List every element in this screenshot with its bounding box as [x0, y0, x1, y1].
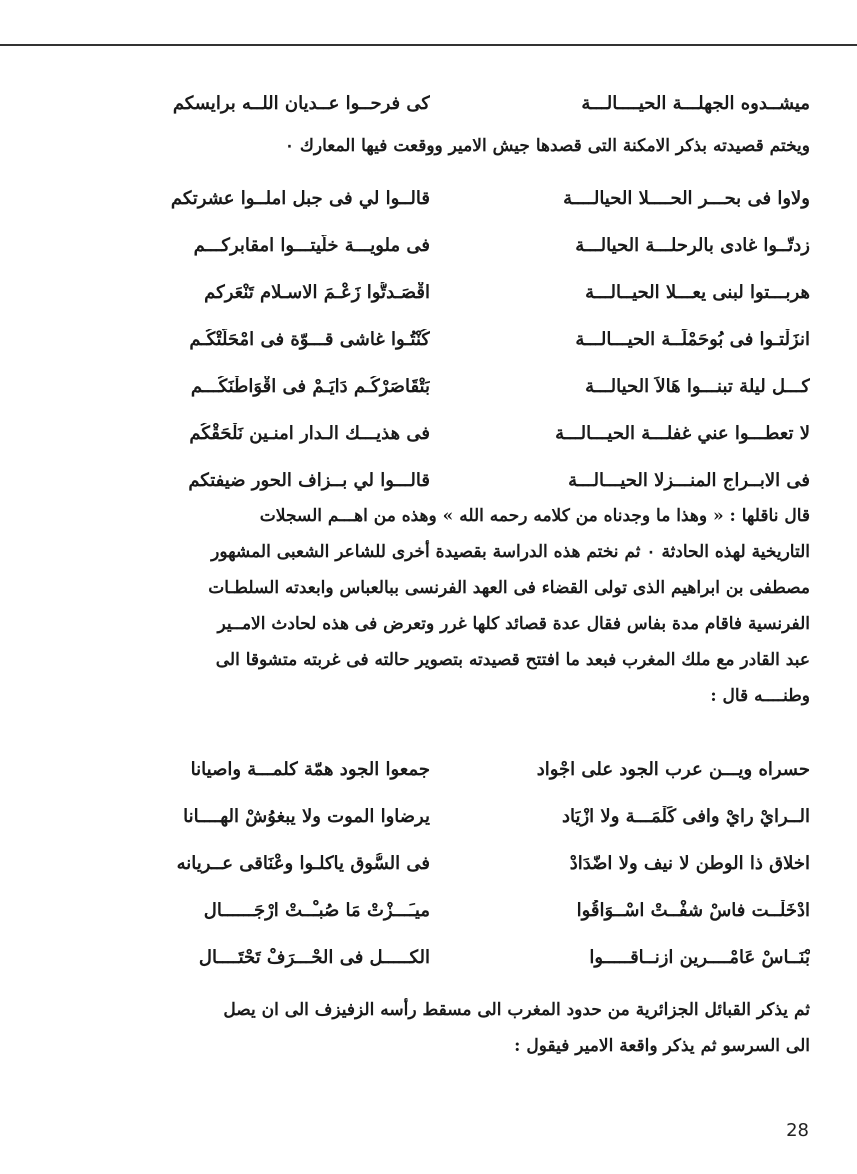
- verse-block-exile: [90, 746, 810, 981]
- paragraph-line: التاريخية لهذه الحادثة ٠ ثم نختم هذه الدراسة بقصيدة أخرى للشاعر الشعبى المشهور: [211, 542, 810, 562]
- paragraph-intro-poet: [90, 498, 810, 714]
- page-number: 28: [786, 1120, 809, 1141]
- verse-second-hemistich: ميـَـــزْتْ مَا صُبـْــتْ ارْجَــــــال: [203, 900, 430, 921]
- verse-row: [90, 840, 810, 887]
- verse-first-hemistich: فى الابــراج المنـــزلا الحيـــالـــة: [568, 470, 810, 491]
- verse-second-hemistich: بَتْقَاصَرْكُـم دَايَـمْ فى اقْوَاطْنَكُـــم: [190, 376, 430, 397]
- verse-second-hemistich: قالـــوا لي بــزاف الحور ضيفتكم: [188, 470, 430, 491]
- verse-second-hemistich: كى فرحــوا عــديان اللــه برايسكم: [172, 93, 430, 114]
- verse-first-hemistich: هربـــتوا لبنى يعـــلا الحيــالـــة: [585, 282, 810, 303]
- verse-row: [90, 363, 810, 410]
- verse-row: [90, 222, 810, 269]
- verse-first-hemistich: ميشــدوه الجهلـــة الحيــــالـــة: [581, 93, 810, 114]
- verse-first-hemistich: اخلاق ذا الوطن لا نيف ولا اضّدَادْ: [569, 853, 810, 874]
- verse-first-hemistich: بْنَــاسْ عَامْــــرين ازنــاقـــــوا: [589, 947, 810, 968]
- verse-row: [90, 175, 810, 222]
- verse-second-hemistich: الكـــــل فى الحْـــرَفْ تَحْتَــــال: [198, 947, 430, 968]
- verse-second-hemistich: فى السُّوق ياكلـوا وعْنَاقى عــريانه: [176, 853, 430, 874]
- verse-block-battles: [90, 175, 810, 504]
- verse-second-hemistich: يرضاوا الموت ولا يبغوُشْ الهــــانا: [183, 806, 430, 827]
- paragraph-line: عبد القادر مع ملك المغرب فبعد ما افتتح قصيدته بتصوير حالته فى غربته متشوقا الى: [215, 650, 810, 670]
- verse-second-hemistich: اقْصَـدتُّوا زَعْـمَ الاسـلام تَنْعَركم: [204, 282, 430, 303]
- verse-row: [90, 457, 810, 504]
- verse-first-hemistich: ادْخَلْــت فاسْ شفْــتْ اسْــوَاقُوا: [576, 900, 810, 921]
- paragraph-line: الى السرسو ثم يذكر واقعة الامير فيقول :: [514, 1036, 810, 1056]
- verse-row: [90, 793, 810, 840]
- verse-second-hemistich: قالــوا لي فى جبل املــوا عشرتكم: [170, 188, 430, 209]
- prose-line: ويختم قصيدته بذكر الامكنة التى قصدها جيش الامير ووقعت فيها المعارك ٠: [284, 136, 810, 156]
- verse-first-hemistich: لا تعطـــوا عني غفلـــة الحيـــالـــة: [555, 423, 810, 444]
- verse-row: [90, 269, 810, 316]
- verse-row: [90, 80, 810, 127]
- verse-first-hemistich: زدتّــوا غادى بالرحلـــة الحيالـــة: [575, 235, 810, 256]
- verse-first-hemistich: ولاوا فى بحـــر الحــــلا الحيالــــة: [563, 188, 810, 209]
- verse-row: [90, 746, 810, 793]
- verse-second-hemistich: فى هذيـــك الـدار امنـين نَلْحَقْكُم: [189, 423, 430, 444]
- verse-row: [90, 316, 810, 363]
- verse-block-intro: [90, 80, 810, 127]
- verse-second-hemistich: فى ملويـــة خلّيتـــوا امقابركـــم: [193, 235, 430, 256]
- paragraph-line: الفرنسية فاقام مدة بفاس فقال عدة قصائد كلها غرر وتعرض فى هذه لحادث الامــير: [217, 614, 810, 634]
- top-rule: [0, 44, 857, 46]
- paragraph-tribes: [90, 992, 810, 1064]
- paragraph-line: مصطفى بن ابراهيم الذى تولى القضاء فى العهد الفرنسى ببالعباس وابعدته السلطـات: [208, 578, 810, 598]
- verse-row: [90, 934, 810, 981]
- verse-row: [90, 410, 810, 457]
- verse-first-hemistich: الــرايْ رايْ وافى كَلْمَـــة ولا ازْيَاد: [561, 806, 810, 827]
- verse-first-hemistich: انزَلْتـوا فى بُوحَمْلَــة الحيـــالـــة: [575, 329, 810, 350]
- verse-first-hemistich: كـــل ليلة تبنـــوا هَالاَ الحيالـــة: [585, 376, 810, 397]
- verse-second-hemistich: جمعوا الجود همّة كلمـــة واصيانا: [190, 759, 430, 780]
- verse-first-hemistich: حسراه وِيـــن عرب الجود على اجْواد: [536, 759, 810, 780]
- verse-row: [90, 887, 810, 934]
- paragraph-line: ثم يذكر القبائل الجزائرية من حدود المغرب الى مسقط رأسه الزفيزف الى ان يصل: [223, 1000, 810, 1020]
- paragraph-line: قال ناقلها : « وهذا ما وجدناه من كلامه رحمه الله » وهذه من اهـــم السجلات: [259, 506, 810, 526]
- verse-second-hemistich: كُنْتُـوا غاشى قـــوّة فى امْحَلّتْكُـم: [189, 329, 430, 350]
- paragraph-line: وطنــــه قال :: [710, 686, 810, 706]
